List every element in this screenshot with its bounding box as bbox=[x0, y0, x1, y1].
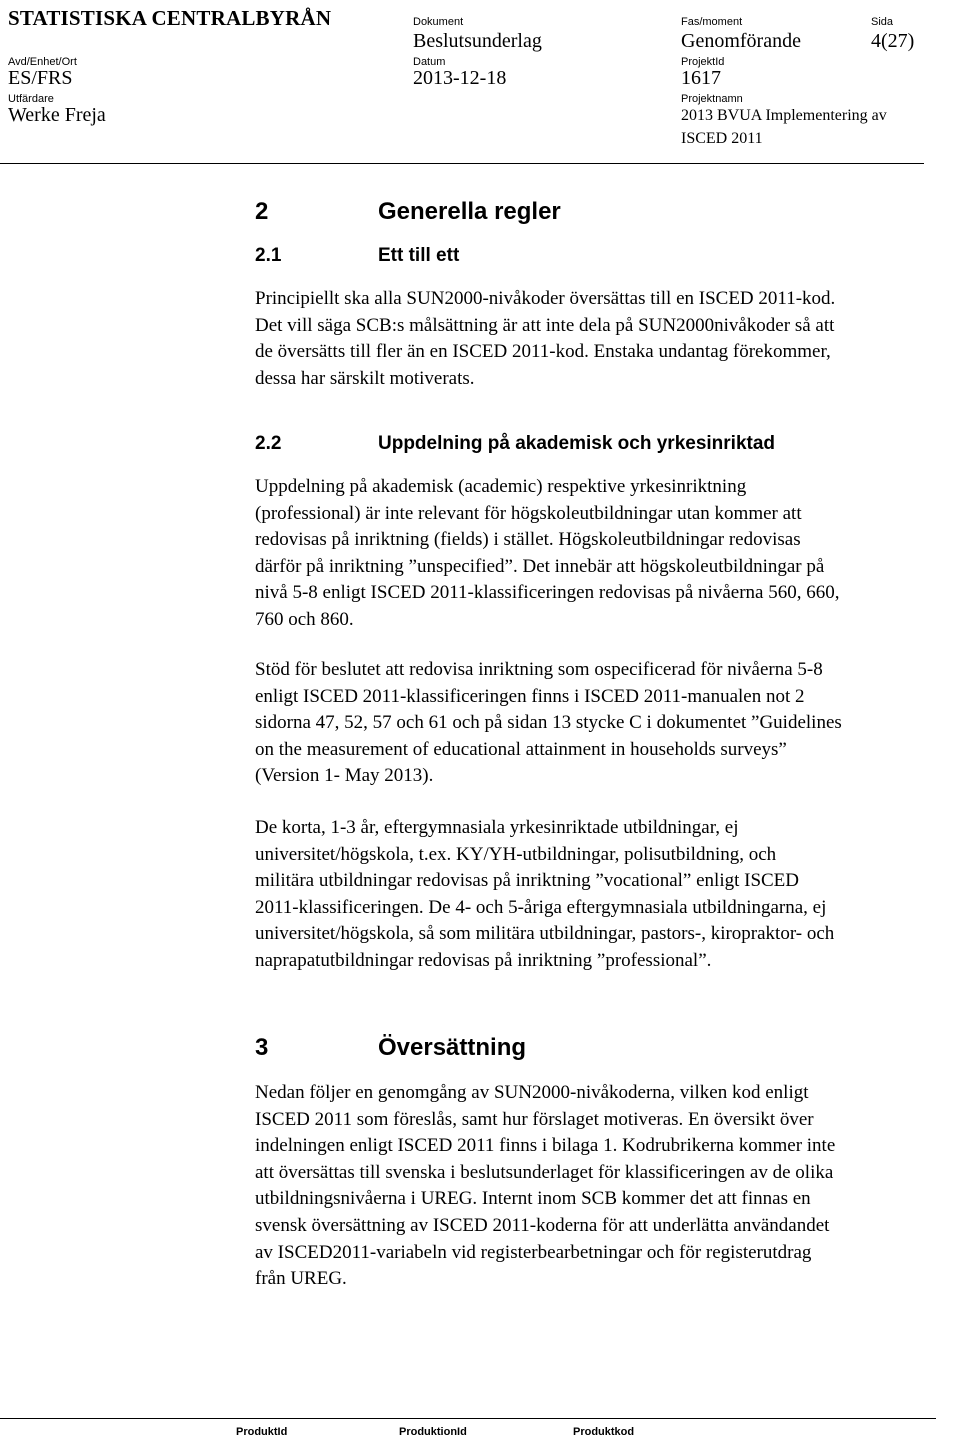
utfardare-label: Utfärdare bbox=[8, 93, 54, 105]
paragraph-line: från UREG. bbox=[255, 1268, 347, 1290]
projektid-value: 1617 bbox=[681, 67, 721, 89]
paragraph-line: svensk översättning av ISCED 2011-koderna för att underlätta användandet bbox=[255, 1214, 830, 1236]
projektnamn-label: Projektnamn bbox=[681, 93, 743, 105]
paragraph-line: Det vill säga SCB:s målsättning är att inte dela på SUN2000nivåkoder så att bbox=[255, 314, 835, 336]
paragraph-line: utbildningsnivåerna i UREG. Internt inom SCB kommer det att finnas en bbox=[255, 1188, 811, 1210]
produktkod-label: Produktkod bbox=[573, 1426, 635, 1438]
paragraph-line: dessa har särskilt motiverats. bbox=[255, 367, 475, 389]
paragraph-line: Nedan följer en genomgång av SUN2000-nivåkoderna, vilken kod enligt bbox=[255, 1082, 809, 1103]
section-3-title: Översättning bbox=[378, 1034, 527, 1061]
paragraph-line: nivå 5-8 enligt ISCED 2011-klassificeringen redovisas på nivåerna 560, 660, bbox=[255, 582, 840, 604]
paragraph-line: universitet/högskola, t.ex. KY/YH-utbildningar, polisutbildning, och bbox=[255, 843, 777, 865]
section-2-2-number: 2.2 bbox=[255, 433, 282, 454]
paragraph-line: av ISCED2011-variabeln vid registerbearbetningar och för registerutdrag bbox=[255, 1241, 812, 1263]
section-2-title: Generella regler bbox=[378, 198, 561, 225]
paragraph-line: on the measurement of educational attainment in households surveys” bbox=[255, 738, 787, 760]
paragraph-line: att översättas till svenska i beslutsunderlaget för klassificeringen av de olika bbox=[255, 1161, 834, 1183]
projektnamn-line2: ISCED 2011 bbox=[681, 130, 763, 147]
footer-divider bbox=[0, 1418, 936, 1419]
paragraph-line: militära utbildningar redovisas på inriktning ”vocational” enligt ISCED bbox=[255, 870, 800, 892]
paragraph-line: Uppdelning på akademisk (academic) respektive yrkesinriktning bbox=[255, 476, 747, 497]
paragraph-line: naprapatutbildningar redovisas på inriktning ”professional”. bbox=[255, 949, 712, 971]
sida-label: Sida bbox=[871, 16, 894, 28]
header-divider bbox=[0, 163, 924, 164]
sida-value: 4(27) bbox=[871, 30, 915, 52]
paragraph-line: (professional) är inte relevant för högskoleutbildningar utan kommer att bbox=[255, 502, 802, 524]
paragraph-line: universitet/högskola, så som militära utbildningar, pastors-, kiropraktor- och bbox=[255, 923, 835, 945]
produktionid-label: ProduktionId bbox=[399, 1426, 467, 1438]
avd-enhet-ort-label: Avd/Enhet/Ort bbox=[8, 56, 77, 68]
paragraph-line: enligt ISCED 2011-klassificeringen finns i ISCED 2011-manualen not 2 bbox=[255, 685, 805, 707]
paragraph-line: sidorna 47, 52, 57 och 61 och på sidan 13 stycke C i dokumentet ”Guidelines bbox=[255, 712, 842, 734]
paragraph-line: Principiellt ska alla SUN2000-nivåkoder översättas till en ISCED 2011-kod. bbox=[255, 288, 836, 309]
projektnamn-line1: 2013 BVUA Implementering av bbox=[681, 107, 887, 124]
paragraph-line: indelningen enligt ISCED 2011 finns i bilaga 1. Kodrubrikerna kommer inte bbox=[255, 1135, 836, 1157]
paragraph-line: De korta, 1-3 år, eftergymnasiala yrkesinriktade utbildningar, ej bbox=[255, 817, 739, 838]
paragraph-line: Stöd för beslutet att redovisa inriktning som ospecificerad för nivåerna 5-8 bbox=[255, 659, 823, 680]
projektid-label: ProjektId bbox=[681, 56, 725, 68]
section-2-2-paragraph-3 bbox=[255, 815, 960, 975]
avd-enhet-ort-value: ES/FRS bbox=[8, 67, 73, 89]
fas-moment-value: Genomförande bbox=[681, 30, 801, 52]
fas-moment-label: Fas/moment bbox=[681, 16, 743, 28]
paragraph-line: (Version 1- May 2013). bbox=[255, 765, 434, 787]
paragraph-line: därför på inriktning ”unspecified”. Det innebär att högskoleutbildningar på bbox=[255, 555, 825, 577]
section-2-1-number: 2.1 bbox=[255, 245, 282, 266]
paragraph-line: 760 och 860. bbox=[255, 608, 354, 630]
paragraph-line: 2011-klassificeringen. De 4- och 5-åriga eftergymnasiala utbildningarna, ej bbox=[255, 896, 827, 918]
paragraph-line: de översätts till fler än en ISCED 2011-kod. Enstaka undantag förekommer, bbox=[255, 341, 831, 363]
produktid-label: ProduktId bbox=[236, 1426, 288, 1438]
section-2-2-paragraph-1 bbox=[255, 474, 960, 634]
section-3-number: 3 bbox=[255, 1034, 269, 1061]
datum-label: Datum bbox=[413, 56, 446, 68]
section-3-paragraph bbox=[255, 1080, 960, 1293]
paragraph-line: ISCED 2011 som föreslås, samt hur förslaget motiveras. En översikt över bbox=[255, 1108, 814, 1130]
dokument-value: Beslutsunderlag bbox=[413, 30, 542, 52]
organization-name: STATISTISKA CENTRALBYRÅN bbox=[8, 6, 332, 30]
section-2-2-title: Uppdelning på akademisk och yrkesinriktad bbox=[378, 433, 776, 454]
section-2-1-paragraph bbox=[255, 286, 960, 392]
section-2-1-title: Ett till ett bbox=[378, 245, 460, 266]
paragraph-line: redovisas på inriktning (fields) i stället. Högskoleutbildningar redovisas bbox=[255, 529, 801, 551]
section-2-2-paragraph-2 bbox=[255, 657, 960, 790]
dokument-label: Dokument bbox=[413, 16, 464, 28]
datum-value: 2013-12-18 bbox=[413, 67, 507, 89]
section-2-number: 2 bbox=[255, 198, 269, 225]
utfardare-value: Werke Freja bbox=[8, 104, 106, 126]
